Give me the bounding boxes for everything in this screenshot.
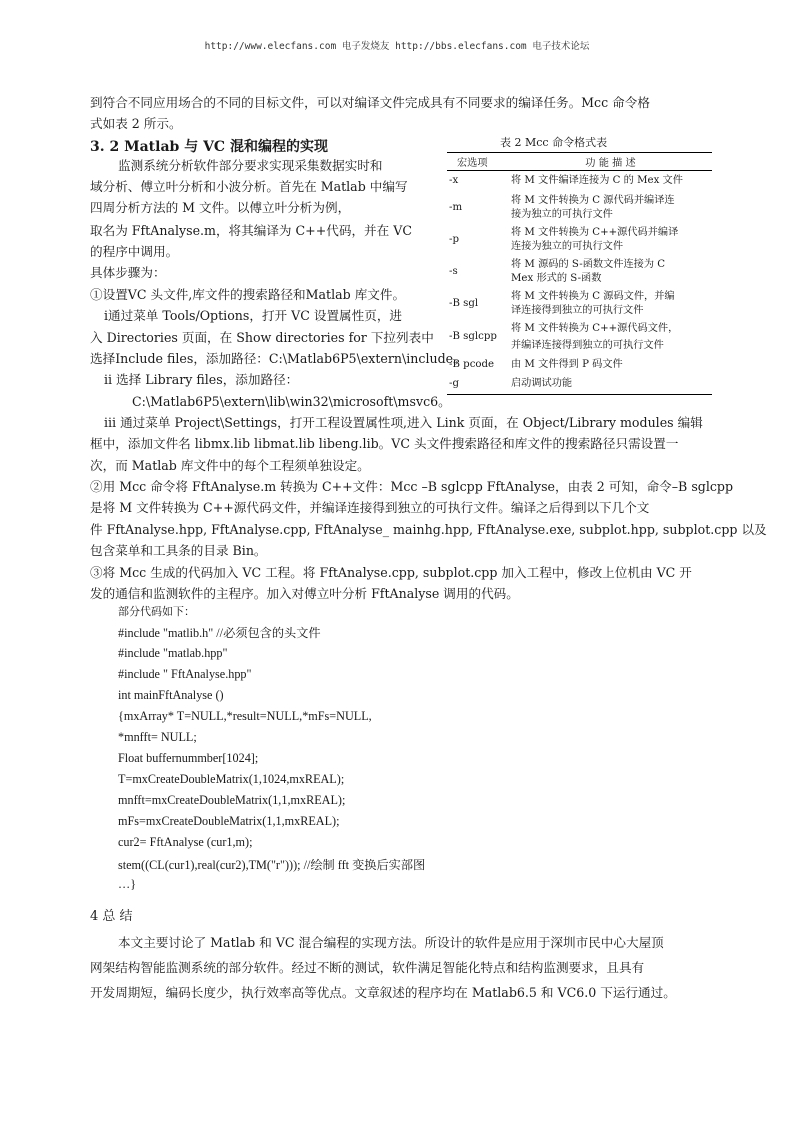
code-line: {mxArray* T=NULL,*result=NULL,*mFs=NULL, xyxy=(118,709,372,723)
code-line: mFs=mxCreateDoubleMatrix(1,1,mxREAL); xyxy=(118,814,340,828)
steps-line: ③将 Mcc 生成的代码加入 VC 工程。将 FftAnalyse.cpp, subplot.cpp 加入工程中，修改上位机由 VC 开 xyxy=(90,565,692,580)
code-line: …} xyxy=(118,877,137,891)
description-line: 将 M 文件转换为 C 源代码并编译连 xyxy=(511,194,675,206)
s32-line: 的程序中调用。 xyxy=(90,244,179,259)
description-line: 译连接得到独立的可执行文件 xyxy=(511,304,644,316)
description-line: 将 M 文件转换为 C++源代码文件， xyxy=(511,322,679,334)
code-line: Float buffernummber[1024]; xyxy=(118,751,259,765)
s32-line: ⅱ 选择 Library files，添加路径： xyxy=(104,372,299,387)
code-line: int mainFftAnalyse () xyxy=(118,688,224,702)
description-line: Mex 形式的 S-函数 xyxy=(511,272,602,284)
steps-line: 件 FftAnalyse.hpp, FftAnalyse.cpp, FftAnalyse_ mainhg.hpp, FftAnalyse.exe, subplot.hpp, subplot.cpp 以及 xyxy=(90,522,767,537)
code-line: stem((CL(cur1),real(cur2),TM("r"))); //绘制 fft 变换后实部图 xyxy=(118,858,426,872)
option-cell: -m xyxy=(449,201,463,213)
code-line: #include "matlab.hpp" xyxy=(118,646,228,660)
s32-line: 取名为 FftAnalyse.m，将其编译为 C++代码，并在 VC xyxy=(90,223,412,238)
description-cell xyxy=(509,320,712,355)
steps-line: ⅲ 通过菜单 Project\Settings，打开工程设置属性项,进入 Link 页面，在 Object/Library modules 编辑 xyxy=(104,415,703,430)
code-line: #include "matlib.h" //必须包含的头文件 xyxy=(118,626,321,640)
s32-line: C:\Matlab6P5\extern\lib\win32\microsoft\msvc6。 xyxy=(132,394,451,409)
steps-line: 包含菜单和工具条的目录 Bin。 xyxy=(90,543,267,558)
steps-line: ②用 Mcc 命令将 FftAnalyse.m 转换为 C++文件：Mcc –B sglcpp FftAnalyse，由表 2 可知，命令–B sglcpp xyxy=(90,479,734,494)
description-line: 接为独立的可执行文件 xyxy=(511,208,613,220)
description-line: 并编译连接得到独立的可执行文件 xyxy=(511,339,664,351)
description-cell xyxy=(509,375,712,395)
option-cell: -B pcode xyxy=(449,358,495,370)
table-header-option: 宏选项 xyxy=(447,153,509,171)
description-line: 将 M 文件编译连接为 C 的 Mex 文件 xyxy=(511,175,683,187)
code-line: #include " FftAnalyse.hpp" xyxy=(118,667,252,681)
code-line: cur2= FftAnalyse (cur1,m); xyxy=(118,835,253,849)
steps-line: 次，而 Matlab 库文件中的每个工程须单独设定。 xyxy=(90,458,370,473)
steps-line: 框中，添加文件名 libmx.lib libmat.lib libeng.lib。VC 头文件搜索路径和库文件的搜索路径只需设置一 xyxy=(90,436,679,451)
s32-line: ⅰ通过菜单 Tools/Options，打开 VC 设置属性页，进 xyxy=(104,308,403,323)
description-line: 将 M 文件转换为 C 源码文件，并编 xyxy=(511,290,675,302)
s32-line: 监测系统分析软件部分要求实现采集数据实时和 xyxy=(118,158,383,173)
section-3-2-title: 3. 2 Matlab 与 VC 混和编程的实现 xyxy=(90,139,328,155)
s4-line: 开发周期短，编码长度少，执行效率高等优点。文章叙述的程序均在 Matlab6.5 和 VC6.0 下运行通过。 xyxy=(90,985,676,1000)
description-cell xyxy=(509,192,712,224)
s4-line: 网架结构智能监测系统的部分软件。经过不断的测试，软件满足智能化特点和结构监测要求，且具有 xyxy=(90,960,645,975)
page-header-url: http://www.elecfans.com 电子发烧友 http://bbs.elecfans.com 电子技术论坛 xyxy=(204,41,590,52)
s32-line: 具体步骤为： xyxy=(90,265,166,280)
s32-line: 选择Include files，添加路径：C:\Matlab6P5\extern\include。 xyxy=(90,351,466,366)
option-cell: -B sgl xyxy=(449,297,479,309)
table-caption: 表 2 Mcc 命令格式表 xyxy=(500,136,608,149)
description-line: 由 M 文件得到 P 码文件 xyxy=(511,358,623,370)
description-line: 将 M 文件转换为 C++源代码并编译 xyxy=(511,226,679,238)
description-line: 启动调试功能 xyxy=(511,378,573,390)
code-intro: 部分代码如下： xyxy=(118,605,195,618)
option-cell: -x xyxy=(449,175,459,187)
description-line: 连接为独立的可执行文件 xyxy=(511,240,624,252)
s4-line: 本文主要讨论了 Matlab 和 VC 混合编程的实现方法。所设计的软件是应用于深圳市民中心大屋顶 xyxy=(118,935,664,950)
steps-line: 是将 M 文件转换为 C++源代码文件，并编译连接得到独立的可执行文件。编译之后得到以下几个文 xyxy=(90,500,650,515)
description-cell xyxy=(509,288,712,320)
s32-line: 域分析、傅立叶分析和小波分析。首先在 Matlab 中编写 xyxy=(90,179,408,194)
section-4-title: 4 总 结 xyxy=(90,909,133,924)
s32-line: 四周分析方法的 M 文件。以傅立叶分析为例， xyxy=(90,200,351,215)
description-cell xyxy=(509,355,712,375)
table-header-description: 功 能 描 述 xyxy=(509,153,712,171)
steps-line: 发的通信和监测软件的主程序。加入对傅立叶分析 FftAnalyse 调用的代码。 xyxy=(90,586,519,601)
s32-line: 入 Directories 页面，在 Show directories for 下拉列表中 xyxy=(90,330,434,345)
description-cell xyxy=(509,224,712,256)
code-line: T=mxCreateDoubleMatrix(1,1024,mxREAL); xyxy=(118,772,345,786)
description-line: 将 M 源码的 S-函数文件连接为 C xyxy=(511,258,666,270)
option-cell: -s xyxy=(449,265,458,277)
intro-line-1: 到符合不同应用场合的不同的目标文件，可以对编译文件完成具有不同要求的编译任务。Mcc 命令格 xyxy=(90,95,650,110)
option-cell: -B sglcpp xyxy=(449,331,497,342)
option-cell: -g xyxy=(447,375,509,395)
mcc-options-table xyxy=(447,152,712,395)
option-cell: -p xyxy=(449,233,459,245)
s32-line: ①设置VC 头文件,库文件的搜索路径和Matlab 库文件。 xyxy=(90,287,406,302)
description-cell xyxy=(509,256,712,288)
code-line: mnfft=mxCreateDoubleMatrix(1,1,mxREAL); xyxy=(118,793,346,807)
intro-line-2: 式如表 2 所示。 xyxy=(90,116,182,131)
description-cell xyxy=(509,171,712,192)
code-line: *mnfft= NULL; xyxy=(118,730,197,744)
